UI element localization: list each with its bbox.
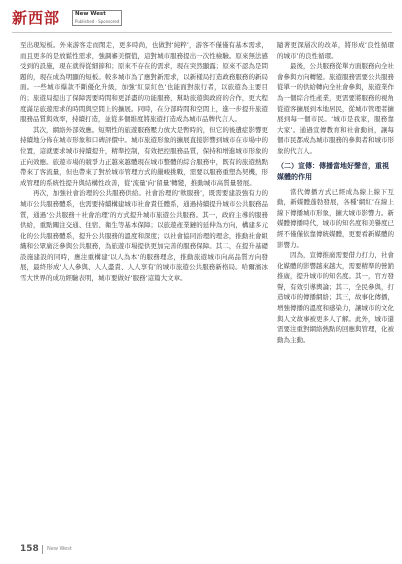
- body-paragraph: 當代傳播方式已經成為線上線下互動，新媒體蓬勃發展，各種‘網紅’在線上線下傳播城市形象，擴大城市影響力。新媒體傳播時代，城市的知名度和美譽度已經不僅僅依靠傳統媒體，更要看新媒體的影響力。: [277, 187, 394, 249]
- body-paragraph: 至出現短板。外來游客走而閑走，更多時尚，也做對‘純粹’，游客不僅僅有基本需求，而且更多的是放鬆性需求，強調審美價值，這對城市服務提出一次性檢驗。原來無法感受到的設施，現在就得從細節和；原來不存在的需求，現在突然顯露；原來不認為是問題的，現在成為明顯的短板。較多城市為了應對新需求，以新樣局打造政務服務的新局面。一些城市爆款不斷優化升級，加強‘紅景紅色’也能面對旅行者，以旅遊為主要目的；旅遊局提出了保障需要時間和更詳盡的功能服務，幫助旅遊與政府的合作，更大程度滿足旅遊需求的時間與空間上的擴展。同時，在分部時間和空間上，進一步提升旅遊服務品質與效率，持續打造，並從多個維度將旅遊打造成為城市品牌代言人。: [20, 41, 268, 124]
- footer-divider: [42, 545, 43, 554]
- header-divider: [12, 32, 392, 33]
- footer-publication: New West: [47, 546, 72, 552]
- body-paragraph: 其次，網絡外部效應。短期性的旅遊服務壓力放大是暫時的，但它的後遺症影響更持續地分佈在城市形象和口碑評價中。城市旅遊形象的擴展直接影響到城市在市場中的位置，這就要求城市持續提升，精準控制，有效把控服務品質，保持和增進城市形象的正向效應。旅遊市場的競爭力正越來越體現在城市整體的綜合服務中，既有的旅遊熱點帶來了客流量，但也帶來了對於城市管理方式的嚴峻挑戰，需要以服務重塑為契機，形成管理的系統性提升與結構性改善，從‘流量’向‘留量’轉變，推動城市高質量發展。: [20, 125, 268, 187]
- body-paragraph: 最後，公共服務從單方面服務向全社會參與方向轉變。旅遊服務需要公共服務從單一的供給轉向全社會參與，旅遊業作為一個綜合性產業，更需要將服務的視角從遊客擴展到本地居民，從城市管理者擴展到每一個市民。‘城市是我家，服務靠大家’。通過宣傳教育和社會動員，讓每個市民都成為城市服務的參與者和城市形象的代言人。: [277, 62, 394, 155]
- section-heading: （二）宣傳：傳播當地好聲音，重視媒體的作用: [277, 161, 389, 181]
- brand-tag-subtitle: Published · Sponsored: [75, 19, 120, 24]
- brand-tag: [72, 10, 122, 26]
- masthead: [12, 8, 392, 30]
- brand-tag-english: New West: [75, 11, 106, 17]
- body-paragraph: 再次，加強社會治理的公共服務供給。社會治理的‘軟服務’，既需要建設強有力的城市公共服務體系，也需要持續構建城市社會責任體系，通過持續提升城市公共服務品質，通過‘公共服務＋社會治理’的方式提升城市旅遊公共服務。其一，政府主導的服務供給，重點關注交通、住宿、衛生等基本保障；以旅遊產業鏈的延伸為方向，構建多元化的公共服務體系，提升公共服務的溫度和深度；以社會協同治理的理念，推動社會組織和公眾廣泛參與公共服務，為旅遊市場提供更加完善的服務保障。其二，在提升基礎設施建設的同時，應注重構建‘以人為本’的服務理念，推動旅遊城市向高品質方向發展，最終形成‘人人參與、人人盡責、人人享有’的城市旅遊公共服務新格局。哈爾濱冰雪大世界的成功經驗表明，城市要做好‘服務’這篇大文章。: [20, 189, 268, 283]
- body-paragraph: 隨著更深層次的改革，將形成‘良性循環的城市’的良性循環。: [277, 41, 394, 60]
- body-paragraph: 因為，宣傳推廣需要借力打力，社會化媒體的影響越來越大，需要精準的營銷推廣，提升城市的知名度。其一，官方發聲，有效引導輿論；其二，全民參與，打造城市的傳播網絡；其三，故事化傳播，增強傳播的溫度和感染力，讓城市的文化與人文故事被更多人了解。此外，城市還需要注重對網絡熱點的回應與管理，化被動為主動。: [277, 251, 394, 344]
- left-column: [20, 40, 268, 284]
- right-column: [277, 40, 394, 345]
- brand-logo: 新西部: [12, 9, 61, 27]
- page-number: 158: [20, 544, 39, 554]
